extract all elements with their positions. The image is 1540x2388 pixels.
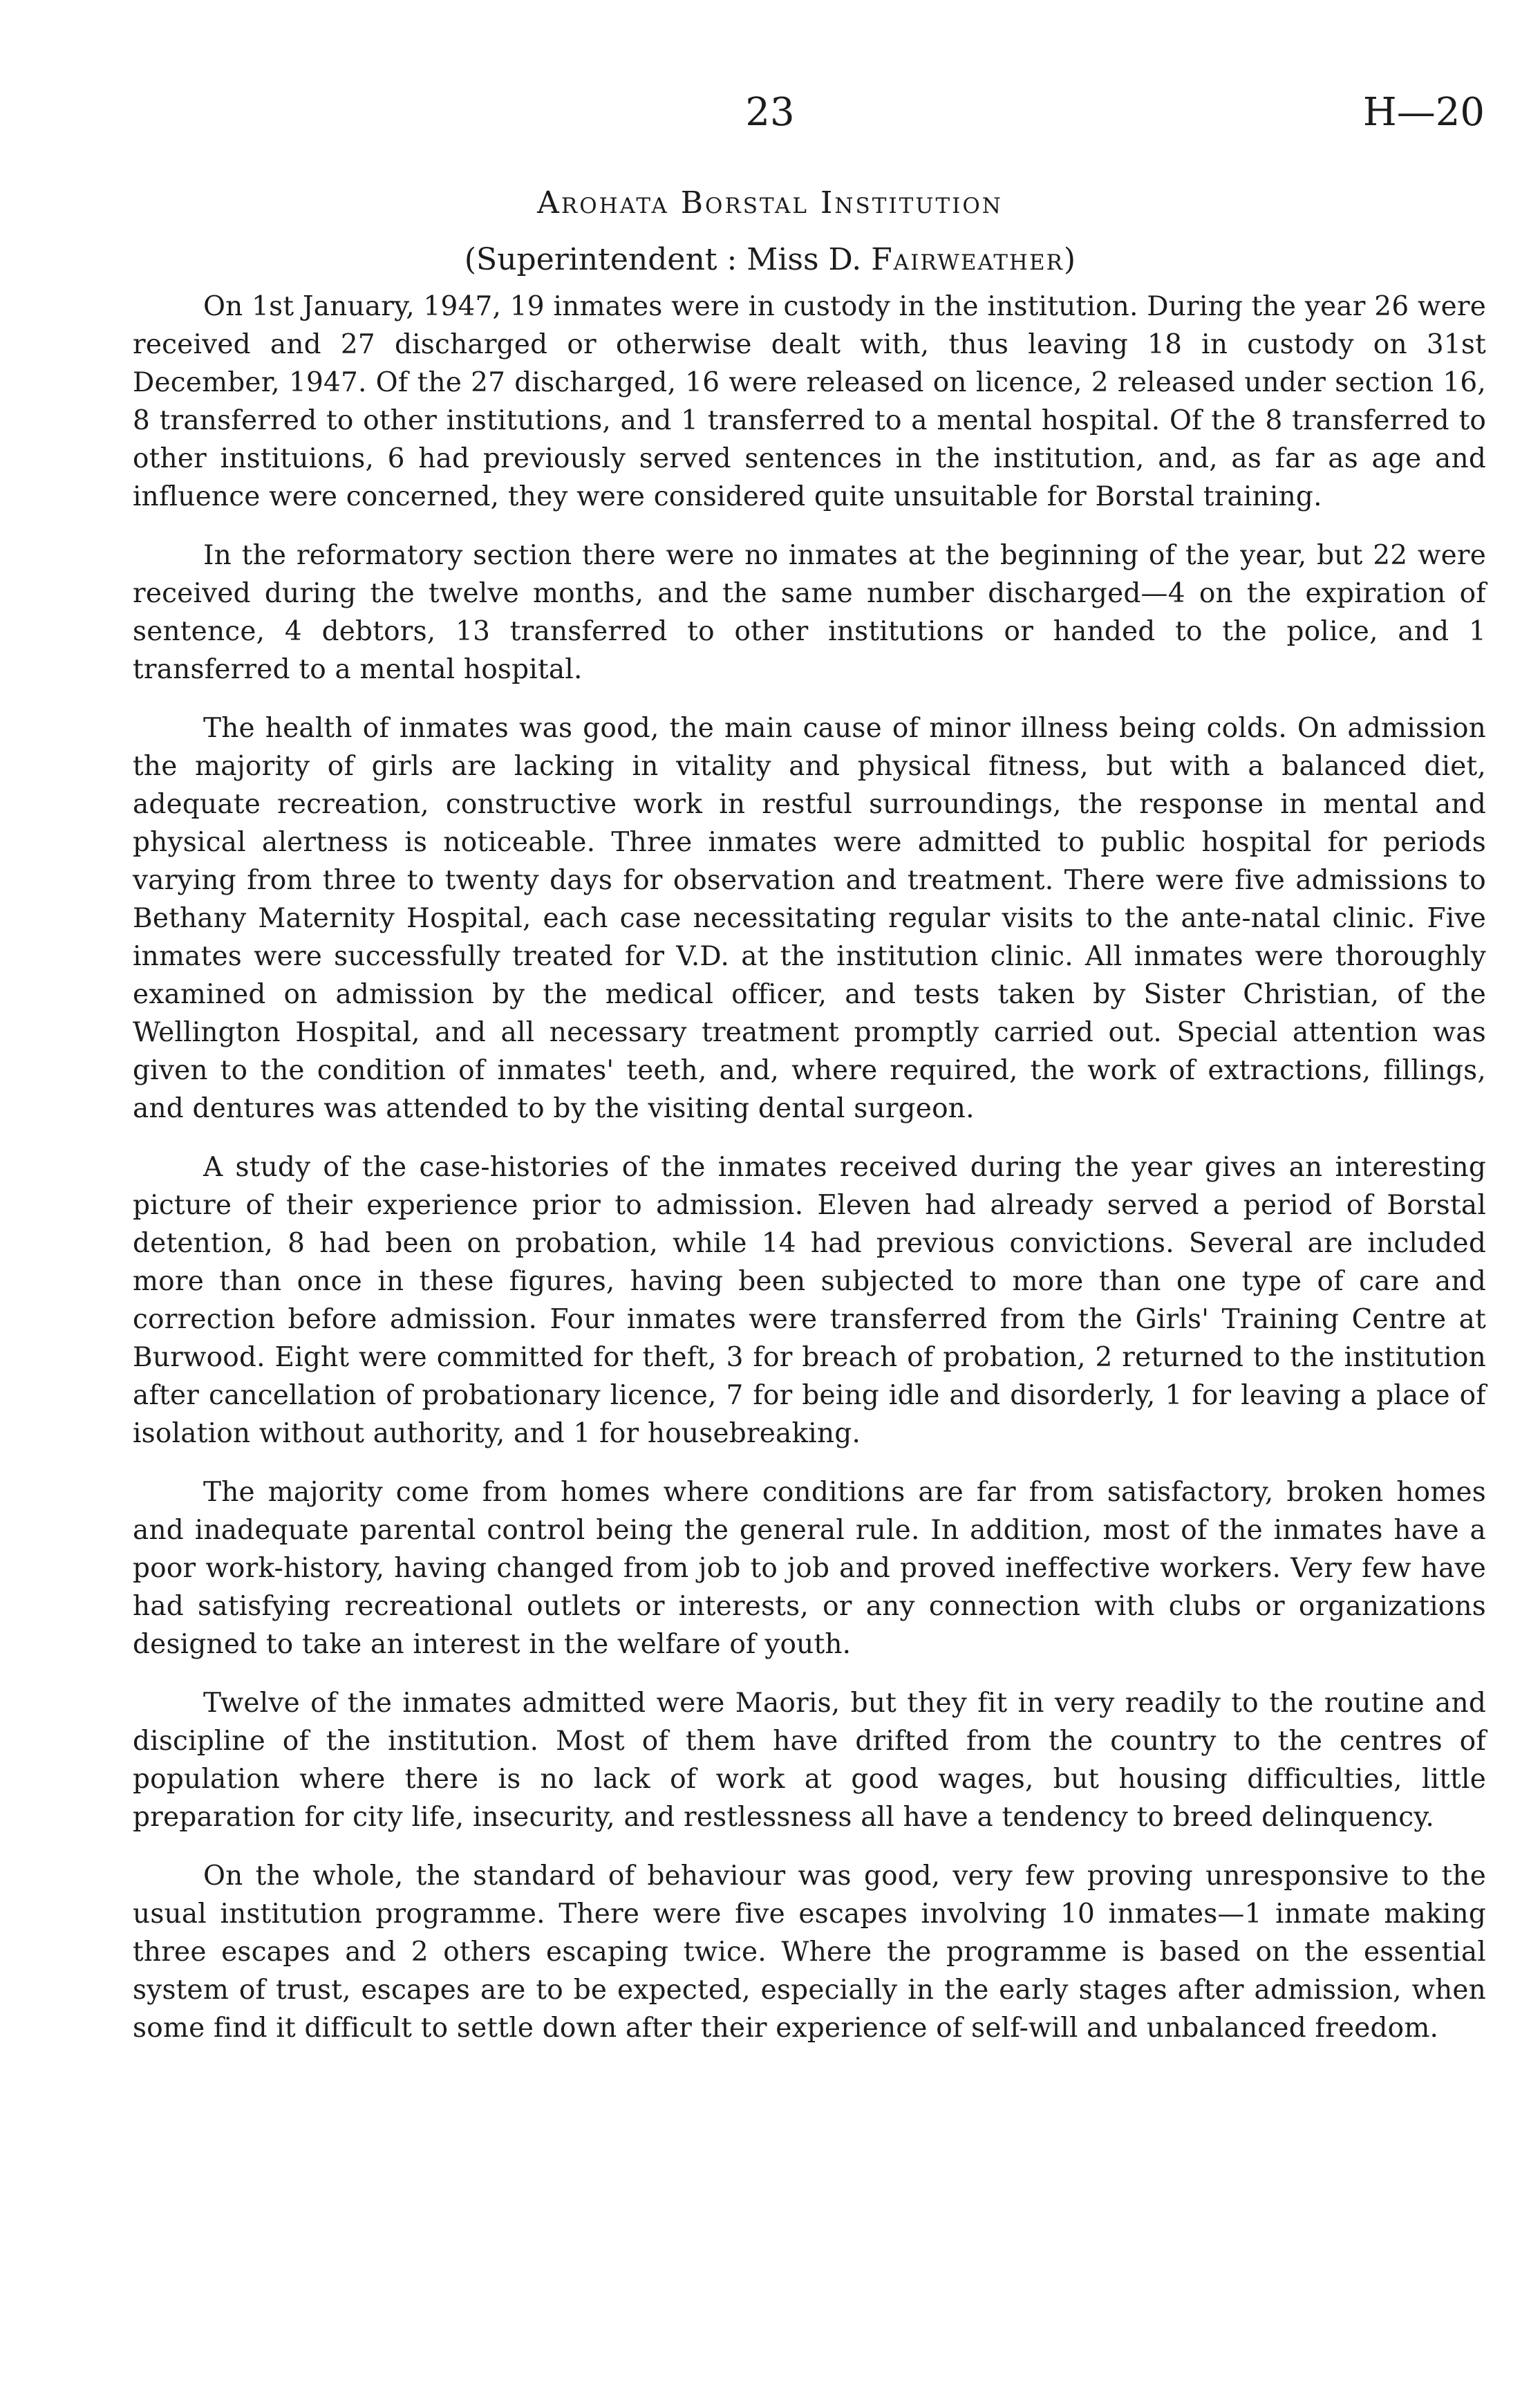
paragraph-behaviour-escapes: On the whole, the standard of behaviour was good, very few proving unresponsive to the usual institution programme. There were five escapes involving 10 inmates—1 inmate making three escapes and 2 others escaping twice. Where the programme is based on the essential system of trust, escapes are to be expected, especially in the early stages after admission, when some find it difficult to settle down after their experience of self-will and unbalanced freedom. xyxy=(133,1860,1486,2044)
superintendent-suffix: ) xyxy=(1063,242,1076,277)
paragraph-health: The health of inmates was good, the main cause of minor illness being colds. On admission the majority of girls are lacking in vitality and physical fitness, but with a balanced diet, adequate recreation, constructive work in restful surroundings, the response in mental and physical alertness is noticeable. Three inmates were admitted to public hospital for periods varying from three to twenty days for observation and treatment. There were five admissions to Bethany Maternity Hospital, each case necessitating regular visits to the ante-natal clinic. Five inmates were successfully treated for V.D. at the institution clinic. All inmates were thoroughly examined on admission by the medical officer, and tests taken by Sister Christian, of the Wellington Hospital, and all necessary treatment promptly carried out. Special attention was given to the condition of inmates' teeth, and, where required, the work of extractions, fillings, and dentures was attended to by the visiting dental surgeon. xyxy=(133,713,1486,1124)
superintendent-line xyxy=(0,239,1540,281)
superintendent-prefix: (Superintendent : Miss D. xyxy=(464,242,862,277)
paragraph-custody-figures: On 1st January, 1947, 19 inmates were in custody in the institution. During the year 26 were received and 27 discharged or otherwise dealt with, thus leaving 18 in custody on 31st December, 1947. Of the 27 discharged, 16 were released on licence, 2 released under section 16, 8 transferred to other institutions, and 1 transferred to a mental hospital. Of the 8 transferred to other instituions, 6 had previously served sentences in the institution, and, as far as age and influence were concerned, they were considered quite unsuitable for Borstal training. xyxy=(133,291,1486,512)
paragraph-maori-inmates: Twelve of the inmates admitted were Maoris, but they fit in very readily to the routine and discipline of the institution. Most of them have drifted from the country to the centres of population where there is no lack of work at good wages, but housing difficulties, little preparation for city life, insecurity, and restlessness all have a tendency to breed delinquency. xyxy=(133,1688,1486,1833)
paragraph-reformatory-section: In the reformatory section there were no inmates at the beginning of the year, but 22 were received during the twelve months, and the same number discharged—4 on the expiration of sentence, 4 debtors, 13 transferred to other institutions or handed to the police, and 1 transferred to a mental hospital. xyxy=(133,540,1486,685)
section-heading: Arohata Borstal Institution xyxy=(537,185,1003,221)
paragraph-case-histories: A study of the case-histories of the inmates received during the year gives an interesting picture of their experience prior to admission. Eleven had already served a period of Borstal detention, 8 had been on probation, while 14 had previous convictions. Several are included more than once in these figures, having been subjected to more than one type of care and correction before admission. Four inmates were transferred from the Girls' Training Centre at Burwood. Eight were committed for theft, 3 for breach of probation, 2 returned to the institution after cancellation of probationary licence, 7 for being idle and disorderly, 1 for leaving a place of isolation without authority, and 1 for housebreaking. xyxy=(133,1152,1486,1449)
superintendent-name: Fairweather xyxy=(871,242,1064,277)
paragraph-home-conditions: The majority come from homes where conditions are far from satisfactory, broken homes and inadequate parental control being the general rule. In addition, most of the inmates have a poor work-history, having changed from job to job and proved ineffective workers. Very few have had satisfying recreational outlets or interests, or any connection with clubs or organizations designed to take an interest in the welfare of youth. xyxy=(133,1477,1486,1660)
document-reference: H—20 xyxy=(1362,90,1485,135)
body-text xyxy=(133,288,1486,2047)
page-number: 23 xyxy=(745,90,795,135)
